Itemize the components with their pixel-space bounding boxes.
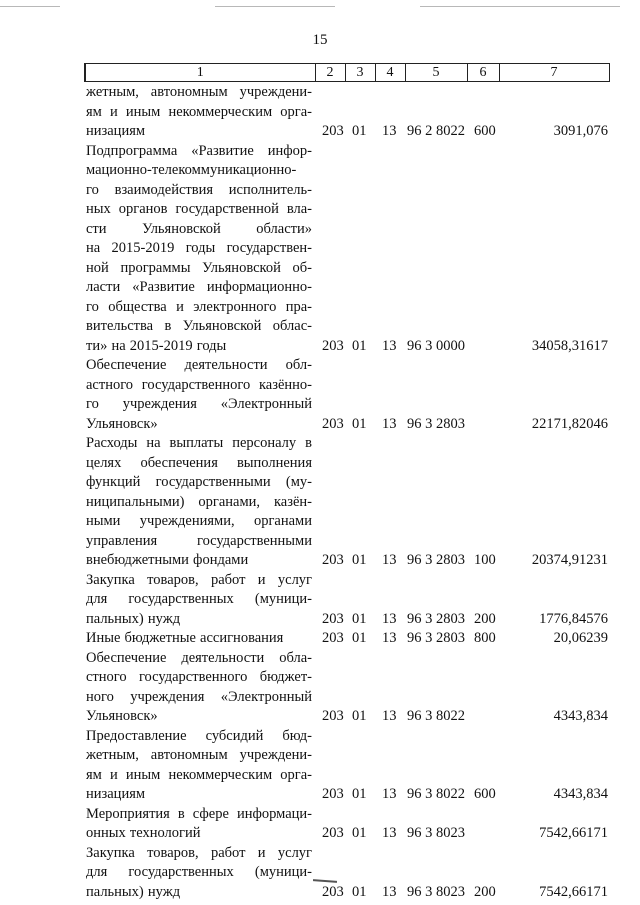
description-line: го взаимодействия исполнитель- [86, 181, 312, 198]
row-codes [0, 337, 640, 357]
table-row [0, 434, 640, 571]
description-line: ных органов государственной вла- [86, 201, 312, 217]
description-line: на 2015-2019 годы государствен- [86, 240, 312, 256]
subsection-code: 13 [382, 337, 397, 354]
subsection-code: 13 [382, 630, 397, 646]
subsection-code: 13 [382, 883, 397, 900]
row-codes [0, 824, 640, 844]
section-code: 01 [352, 415, 367, 432]
description-line: функций государственными (му- [86, 474, 312, 490]
description-line: для государственных (муници- [86, 864, 312, 880]
row-codes [0, 551, 640, 571]
header-col-5: 5 [405, 64, 467, 82]
grbs-code: 203 [322, 630, 344, 646]
description-line: го общества и электронного пра- [86, 298, 312, 315]
description-line: мационно-телекоммуникационно- [86, 162, 297, 178]
row-codes [0, 610, 640, 630]
column-number-header [84, 63, 610, 82]
description-line: ям и иным некоммерческим орга- [86, 766, 312, 783]
description-line: ти» на 2015-2019 годы [86, 337, 227, 354]
scan-artifact-line [215, 6, 335, 7]
description-line: внебюджетными фондами [86, 552, 249, 568]
description-line: Ульяновск» [86, 708, 158, 724]
subsection-code: 13 [382, 123, 397, 139]
description-line: Обеспечение деятельности обла- [86, 649, 312, 666]
description-line: Расходы на выплаты персоналу в [86, 435, 312, 451]
table-row [0, 142, 640, 357]
section-code: 01 [352, 786, 367, 802]
description-line: Предоставление субсидий бюд- [86, 727, 312, 744]
subsection-code: 13 [382, 415, 397, 432]
description-line: ного учреждения «Электронный [86, 688, 312, 705]
grbs-code: 203 [322, 415, 344, 432]
header-col-2: 2 [315, 64, 345, 82]
description-line: ниципальными) органами, казён- [86, 493, 312, 510]
grbs-code: 203 [322, 610, 344, 627]
row-codes [0, 883, 640, 903]
description-line: пальных) нужд [86, 883, 181, 900]
section-code: 01 [352, 825, 367, 841]
section-code: 01 [352, 708, 367, 724]
header-col-6: 6 [467, 64, 499, 82]
description-line: жетным, автономным учреждени- [86, 84, 312, 100]
table-row [0, 571, 640, 630]
description-line: Ульяновск» [86, 415, 158, 432]
row-codes [0, 415, 640, 435]
grbs-code: 203 [322, 552, 344, 568]
description-line: низациям [86, 123, 146, 139]
grbs-code: 203 [322, 786, 344, 802]
table-row [0, 844, 640, 903]
description-line: ям и иным некоммерческим орга- [86, 103, 312, 120]
description-line: ными учреждениями, органами [86, 513, 312, 529]
description-line: ласти «Развитие информационно- [86, 279, 312, 295]
header-row [85, 64, 609, 82]
description-line: стного государственного бюджет- [86, 669, 312, 685]
header-col-1: 1 [85, 64, 315, 82]
table-row [0, 629, 640, 649]
description-line: жетным, автономным учреждени- [86, 747, 312, 763]
description-line: Иные бюджетные ассигнования [86, 630, 284, 646]
description-line: низациям [86, 786, 146, 802]
description-line: вительства в Ульяновской облас- [86, 318, 312, 334]
amount: 4343,834 [553, 786, 608, 802]
description-line: сти Ульяновской области» [86, 220, 312, 237]
target-article-code: 96 3 8022 [407, 786, 465, 802]
amount: 4343,834 [553, 708, 608, 724]
description-line: го учреждения «Электронный [86, 396, 312, 412]
expense-type-code: 600 [474, 786, 496, 802]
amount: 3091,076 [553, 123, 608, 139]
grbs-code: 203 [322, 337, 344, 354]
target-article-code: 96 3 8023 [407, 883, 465, 900]
expense-type-code: 200 [474, 883, 496, 900]
row-codes [0, 785, 640, 805]
description-line: астного государственного казённо- [86, 376, 312, 393]
description-line: Подпрограмма «Развитие инфор- [86, 142, 312, 159]
target-article-code: 96 3 0000 [407, 337, 465, 354]
table-row [0, 356, 640, 434]
scan-artifact-line [0, 6, 60, 7]
subsection-code: 13 [382, 552, 397, 568]
expense-type-code: 600 [474, 123, 496, 139]
target-article-code: 96 3 2803 [407, 415, 465, 432]
subsection-code: 13 [382, 708, 397, 724]
subsection-code: 13 [382, 786, 397, 802]
budget-rows [0, 83, 640, 902]
row-description [86, 142, 312, 357]
expense-type-code: 200 [474, 610, 496, 627]
description-line: Закупка товаров, работ и услуг [86, 844, 312, 861]
expense-type-code: 100 [474, 552, 496, 568]
row-codes [0, 629, 640, 649]
target-article-code: 96 3 8023 [407, 825, 465, 841]
amount: 22171,82046 [531, 415, 608, 432]
description-line: Мероприятия в сфере информаци- [86, 805, 312, 822]
target-article-code: 96 3 2803 [407, 630, 465, 646]
grbs-code: 203 [322, 883, 344, 900]
table-row [0, 727, 640, 805]
target-article-code: 96 2 8022 [407, 123, 465, 139]
grbs-code: 203 [322, 123, 344, 139]
table-row [0, 83, 640, 142]
section-code: 01 [352, 337, 367, 354]
description-line: целях обеспечения выполнения [86, 454, 312, 471]
section-code: 01 [352, 630, 367, 646]
table-row [0, 805, 640, 844]
description-line: онных технологий [86, 825, 201, 841]
row-codes [0, 707, 640, 727]
subsection-code: 13 [382, 825, 397, 841]
description-line: для государственных (муници- [86, 591, 312, 607]
description-line: Обеспечение деятельности обл- [86, 357, 312, 373]
scan-artifact-line [420, 6, 620, 7]
subsection-code: 13 [382, 610, 397, 627]
header-col-7: 7 [499, 64, 609, 82]
amount: 20374,91231 [531, 552, 608, 568]
page-number: 15 [312, 32, 328, 48]
description-line: пальных) нужд [86, 610, 181, 627]
description-line: управления государственными [86, 532, 312, 549]
amount: 20,06239 [553, 630, 608, 646]
target-article-code: 96 3 2803 [407, 610, 465, 627]
header-col-3: 3 [345, 64, 375, 82]
amount: 7542,66171 [539, 825, 608, 841]
grbs-code: 203 [322, 825, 344, 841]
grbs-code: 203 [322, 708, 344, 724]
section-code: 01 [352, 610, 367, 627]
target-article-code: 96 3 8022 [407, 708, 465, 724]
amount: 7542,66171 [539, 883, 608, 900]
amount: 34058,31617 [531, 337, 608, 354]
description-line: Закупка товаров, работ и услуг [86, 571, 312, 588]
table-row [0, 649, 640, 727]
row-codes [0, 122, 640, 142]
expense-type-code: 800 [474, 630, 496, 646]
section-code: 01 [352, 552, 367, 568]
section-code: 01 [352, 883, 367, 900]
description-line: ной программы Ульяновской об- [86, 259, 312, 276]
amount: 1776,84576 [539, 610, 608, 627]
target-article-code: 96 3 2803 [407, 552, 465, 568]
section-code: 01 [352, 123, 367, 139]
header-col-4: 4 [375, 64, 405, 82]
